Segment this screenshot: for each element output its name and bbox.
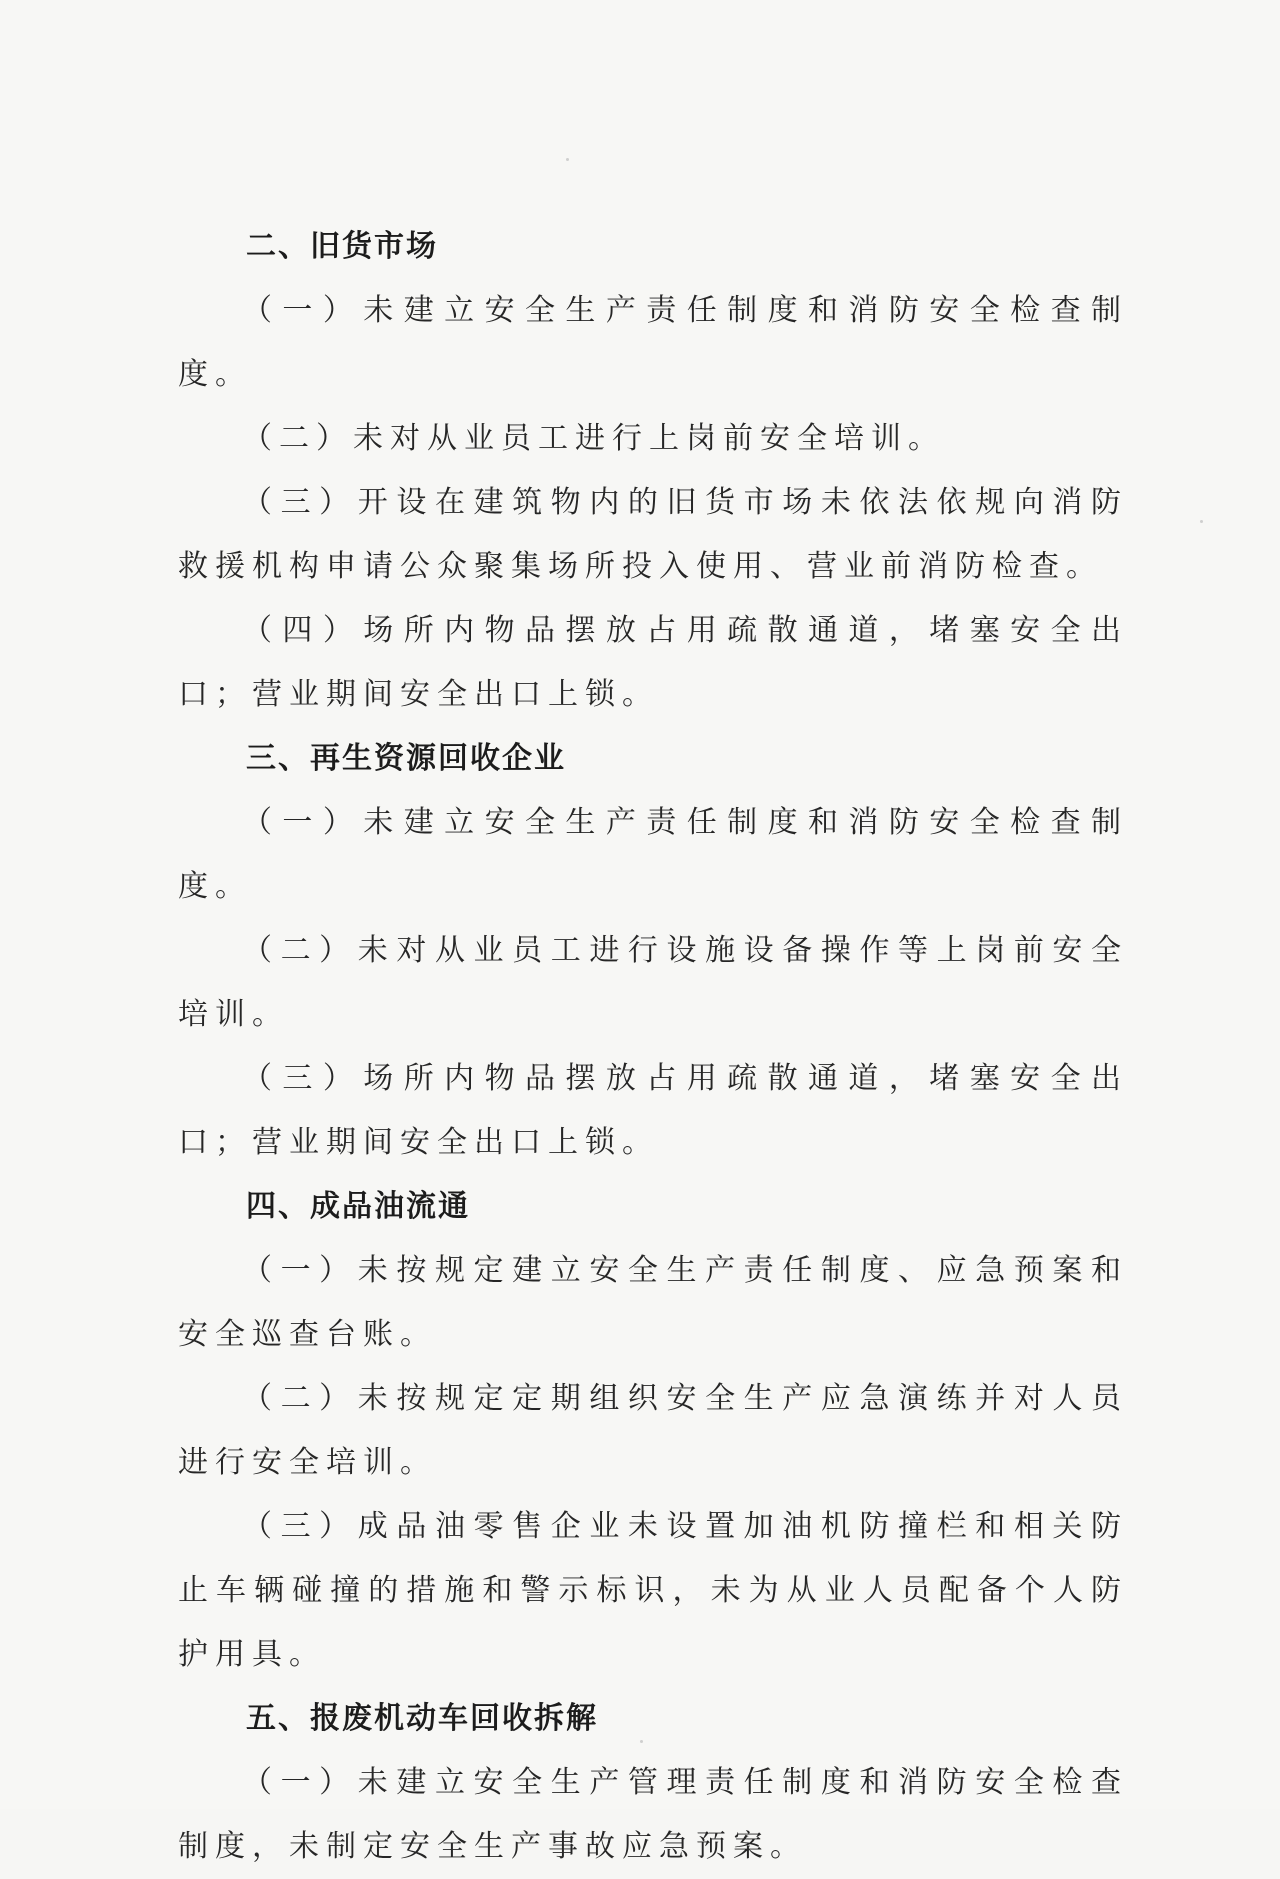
item-paragraph: （一）未建立安全生产责任制度和消防安全检查制度。	[178, 293, 1128, 392]
section-heading: 二、旧货市场	[246, 229, 438, 264]
section-scrapped-vehicle	[178, 1687, 1128, 1879]
section-used-goods-market	[178, 215, 1128, 727]
item-paragraph: （二）未对从业员工进行上岗前安全培训。	[242, 421, 945, 456]
section-heading: 三、再生资源回收企业	[246, 741, 566, 776]
section-heading: 四、成品油流通	[246, 1189, 470, 1224]
item-paragraph: （一）未建立安全生产管理责任制度和消防安全检查制度，未制定安全生产事故应急预案。	[178, 1765, 1128, 1864]
item-paragraph: （二）未按规定定期组织安全生产应急演练并对人员进行安全培训。	[178, 1381, 1128, 1480]
scan-speck	[566, 158, 569, 161]
item-paragraph: （三）开设在建筑物内的旧货市场未依法依规向消防救援机构申请公众聚集场所投入使用、营业前消防检查。	[178, 485, 1128, 584]
item-paragraph: （三）场所内物品摆放占用疏散通道，堵塞安全出口；营业期间安全出口上锁。	[178, 1061, 1128, 1160]
item-paragraph: （二）未对从业员工进行设施设备操作等上岗前安全培训。	[178, 933, 1128, 1032]
item-paragraph: （四）场所内物品摆放占用疏散通道，堵塞安全出口；营业期间安全出口上锁。	[178, 613, 1128, 712]
item-paragraph: （一）未按规定建立安全生产责任制度、应急预案和安全巡查台账。	[178, 1253, 1128, 1352]
section-heading: 五、报废机动车回收拆解	[246, 1701, 598, 1736]
section-refined-oil	[178, 1175, 1128, 1687]
item-paragraph: （一）未建立安全生产责任制度和消防安全检查制度。	[178, 805, 1128, 904]
item-paragraph: （三）成品油零售企业未设置加油机防撞栏和相关防止车辆碰撞的措施和警示标识，未为从业人员配备个人防护用具。	[178, 1509, 1128, 1672]
scan-speck	[1200, 520, 1203, 523]
document-body	[178, 215, 1128, 1879]
section-recycling-enterprise	[178, 727, 1128, 1175]
